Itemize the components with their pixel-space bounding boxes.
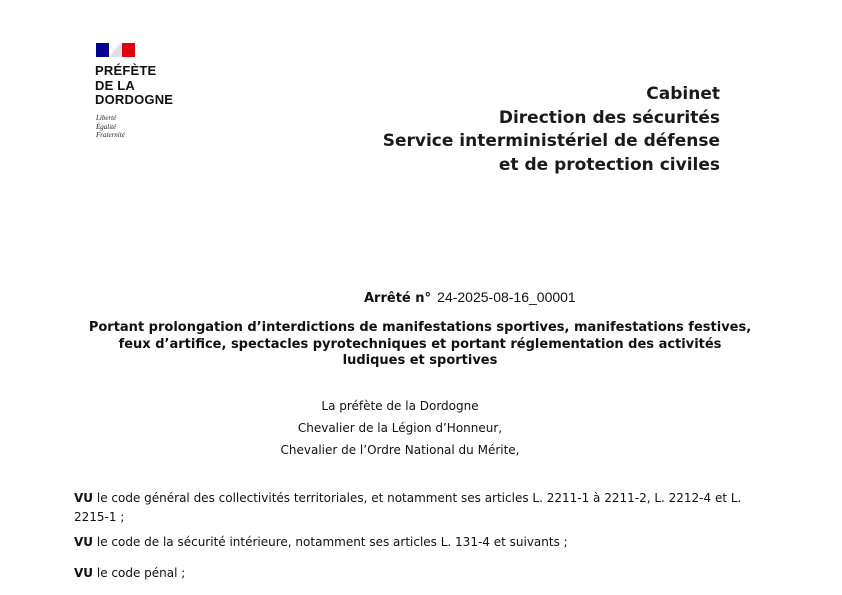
- motto-line: Liberté: [96, 114, 117, 122]
- prefecture-name-line: DORDOGNE: [95, 92, 174, 107]
- prefecture-name: [95, 64, 173, 108]
- republic-motto: [96, 114, 125, 140]
- visa-text: le code général des collectivités territoriales, et notamment ses articles L. 2211-1 à 2211-2, L. 2212-4 et L. 2215-1 ;: [74, 491, 742, 524]
- visa-paragraph: [74, 564, 774, 583]
- flag-blue-band: [96, 43, 109, 57]
- service-line: Cabinet: [646, 84, 720, 104]
- prefecture-name-line: DE LA: [95, 77, 135, 93]
- motto-line: Égalité: [96, 122, 117, 131]
- object-line: feux d’artifice, spectacles pyrotechniques et portant réglementation des activités: [118, 336, 722, 352]
- marianne-flag-icon: [96, 43, 135, 57]
- signatory-line: La préfète de la Dordogne: [321, 399, 479, 413]
- object-line: ludiques et sportives: [342, 353, 498, 368]
- object-line: Portant prolongation d’interdictions de manifestations sportives, manifestations festives,: [88, 320, 752, 335]
- visa-paragraph: [74, 489, 774, 527]
- arrete-object: [60, 320, 780, 370]
- flag-red-band: [122, 43, 135, 57]
- prefecture-name-line: PRÉFÈTE: [95, 63, 157, 78]
- arrete-number-value: 24-2025-08-16_00001: [437, 289, 576, 305]
- service-line: Service interministériel de défense: [382, 131, 720, 151]
- visa-text: le code pénal ;: [96, 566, 186, 580]
- signatory-line: Chevalier de l’Ordre National du Mérite,: [280, 443, 520, 457]
- service-header: [383, 83, 720, 177]
- signatory-line: Chevalier de la Légion d’Honneur,: [297, 421, 503, 435]
- visa-keyword: VU: [74, 535, 94, 549]
- visa-text: le code de la sécurité intérieure, notamment ses articles L. 131-4 et suivants ;: [96, 535, 568, 549]
- visa-paragraph: [74, 533, 774, 552]
- motto-line: Fraternité: [96, 131, 125, 139]
- arrete-label: Arrêté n°: [364, 291, 432, 306]
- service-line: Direction des sécurités: [498, 107, 720, 128]
- signatory-block: [240, 395, 560, 461]
- service-line: et de protection civiles: [498, 154, 720, 175]
- visa-keyword: VU: [74, 491, 94, 505]
- visa-keyword: VU: [74, 566, 94, 580]
- arrete-number: [364, 289, 576, 306]
